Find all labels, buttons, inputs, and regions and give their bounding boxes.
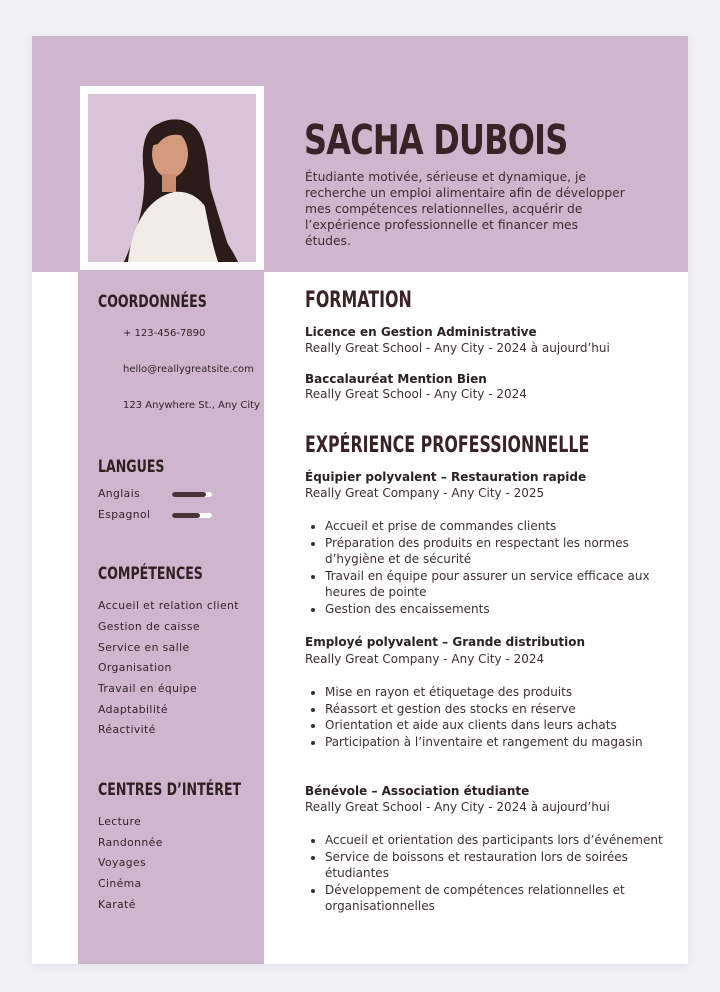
skill-item: Gestion de caisse	[98, 620, 200, 633]
interest-item: Cinéma	[98, 877, 142, 890]
formation-item-subtitle: Really Great School - Any City - 2024	[305, 387, 527, 401]
contact-section-title: COORDONNÉES	[98, 292, 207, 312]
experience-bullet: • Préparation des produits en respectant les normes d’hygiène et de sécurité	[325, 535, 670, 568]
experience-item-title: Bénévole – Association étudiante	[305, 784, 530, 798]
experience-bullet: • Développement de compétences relationnelles et organisationnelles	[325, 882, 670, 915]
language-level-bar	[172, 513, 212, 518]
experience-item-subtitle: Really Great Company - Any City - 2024	[305, 652, 545, 666]
profile-photo-illustration	[88, 94, 256, 262]
interest-item: Randonnée	[98, 836, 163, 849]
experience-bullet: • Gestion des encaissements	[325, 601, 670, 618]
resume-page	[32, 36, 688, 964]
interest-item: Voyages	[98, 856, 147, 869]
formation-item-title: Baccalauréat Mention Bien	[305, 372, 487, 386]
experience-bullet: • Accueil et prise de commandes clients	[325, 518, 670, 535]
experience-item-subtitle: Really Great Company - Any City - 2025	[305, 486, 545, 500]
experience-bullet-list	[305, 684, 670, 750]
skill-item: Accueil et relation client	[98, 599, 239, 612]
address-text: 123 Anywhere St., Any City	[123, 400, 260, 411]
interest-item: Karaté	[98, 898, 136, 911]
language-label: Espagnol	[98, 508, 151, 521]
interest-item: Lecture	[98, 815, 142, 828]
email-text: hello@reallygreatsite.com	[123, 364, 254, 375]
candidate-name: SACHA DUBOIS	[304, 116, 568, 164]
experience-bullet: • Orientation et aide aux clients dans leurs achats	[325, 717, 670, 734]
experience-item-title: Équipier polyvalent – Restauration rapide	[305, 470, 587, 484]
skill-item: Organisation	[98, 661, 172, 674]
experience-item-title: Employé polyvalent – Grande distribution	[305, 635, 586, 649]
experience-bullet-list	[305, 832, 670, 915]
experience-bullet: • Participation à l’inventaire et rangement du magasin	[325, 734, 670, 751]
experience-bullet: • Service de boissons et restauration lors de soirées étudiantes	[325, 849, 670, 882]
language-label: Anglais	[98, 487, 141, 500]
profile-photo-frame	[80, 86, 264, 270]
experience-item-subtitle: Really Great School - Any City - 2024 à aujourd’hui	[305, 800, 610, 814]
skill-item: Adaptabilité	[98, 703, 168, 716]
experience-bullet: • Réassort et gestion des stocks en réserve	[325, 701, 670, 718]
language-level-fill	[172, 492, 206, 497]
profile-photo	[88, 94, 256, 262]
experience-bullet: • Mise en rayon et étiquetage des produits	[325, 684, 670, 701]
phone-text: + 123-456-7890	[123, 328, 206, 339]
skill-item: Travail en équipe	[98, 682, 198, 695]
language-level-fill	[172, 513, 200, 518]
languages-section-title: LANGUES	[98, 457, 165, 477]
intro-text: Étudiante motivée, sérieuse et dynamique, je recherche un emploi alimentaire afin de développer mes compétences relationnelles, acquérir de l’expérience professionnelle et financer mes études.	[305, 170, 625, 248]
skill-item: Service en salle	[98, 641, 190, 654]
interests-section-title: CENTRES D’INTÉRET	[98, 780, 242, 800]
formation-item-subtitle: Really Great School - Any City - 2024 à aujourd’hui	[305, 341, 610, 355]
formation-item-title: Licence en Gestion Administrative	[305, 325, 537, 339]
skill-item: Réactivité	[98, 723, 156, 736]
experience-bullet: • Travail en équipe pour assurer un service efficace aux heures de pointe	[325, 568, 670, 601]
skills-section-title: COMPÉTENCES	[98, 564, 203, 584]
formation-section-title: FORMATION	[305, 288, 412, 313]
language-level-bar	[172, 492, 212, 497]
experience-bullet: • Accueil et orientation des participants lors d’événement	[325, 832, 670, 849]
experience-bullet-list	[305, 518, 670, 617]
experience-section-title: EXPÉRIENCE PROFESSIONNELLE	[305, 433, 590, 458]
